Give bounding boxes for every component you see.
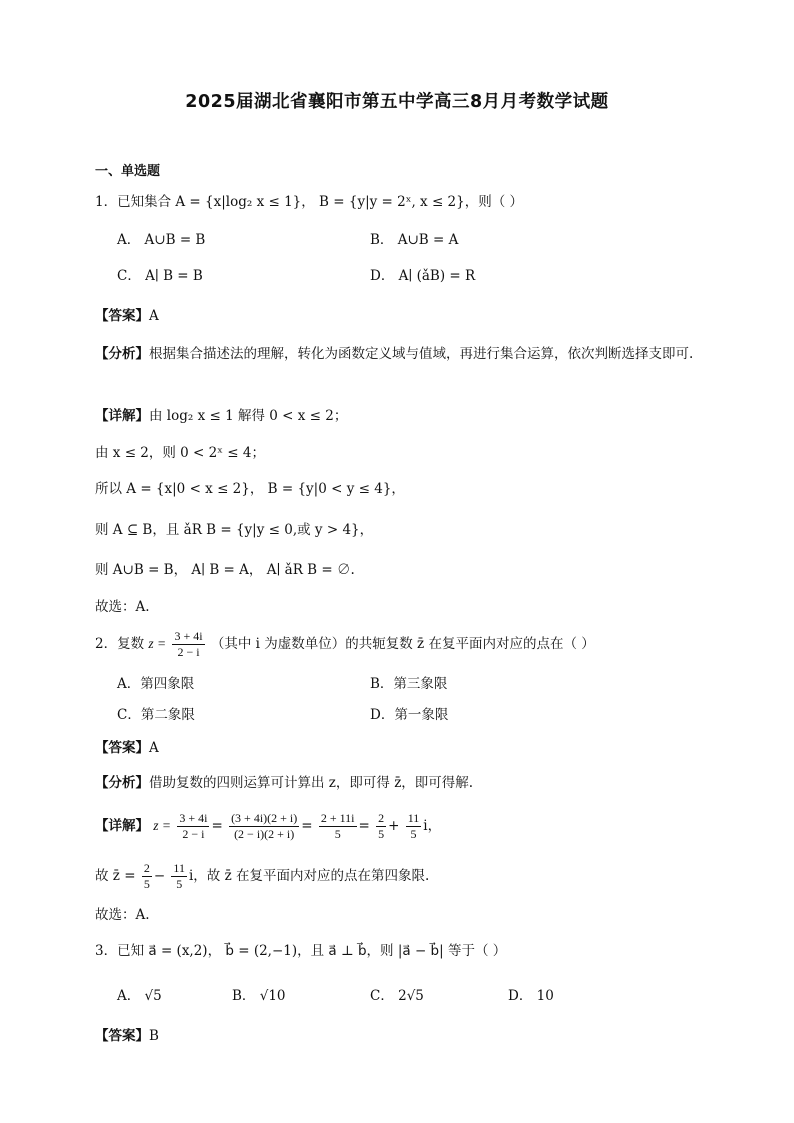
detail-text: 由 log₂ x ≤ 1 解得 0 < x ≤ 2； (149, 408, 348, 424)
question-3-option-a: A． √5 (117, 988, 162, 1004)
answer-value: A (149, 740, 159, 756)
question-2-option-a: A．第四象限 (117, 676, 195, 692)
question-2-analysis (95, 773, 724, 793)
question-1-option-a: A． A∪B = B (117, 232, 206, 248)
stem-prefix: 2．复数 (95, 636, 145, 652)
numerator: 11 (407, 811, 420, 825)
analysis-text: 借助复数的四则运算可计算出 z，即可得 z̄，即可得解. (149, 775, 474, 791)
question-3-option-c: C． 2√5 (370, 988, 424, 1004)
question-3-option-d: D． 10 (508, 988, 554, 1004)
denominator: (2 − i)(2 + i) (234, 827, 295, 841)
stem-fraction (172, 629, 204, 660)
analysis-tag: 【分析】 (95, 346, 149, 362)
question-2-answer (95, 738, 724, 758)
conj-prefix: 故 z̄ = (95, 868, 136, 884)
question-2-conjugate: 故 z̄ = $\frac{2}{5}$ − $\frac{11}{5}$ i，故 z̄ 在复平面内对应的点在第四象限. (95, 861, 430, 891)
analysis-text: 根据集合描述法的理解，转化为函数定义域与值域，再进行集合运算，依次判断选择支即可. (149, 346, 694, 362)
question-1-detail-line-1 (95, 406, 724, 426)
fraction-5 (406, 811, 422, 842)
numerator: (3 + 4i)(2 + i) (231, 811, 298, 825)
conj-fraction-1 (142, 861, 152, 892)
detail-tag: 【详解】 (95, 818, 149, 834)
question-1-stem: 1．已知集合 A = {x|log₂ x ≤ 1}， B = {y|y = 2ˣ, x ≤ 2}，则（ ） (95, 194, 524, 210)
fraction-3 (319, 811, 357, 842)
question-1-analysis (95, 340, 724, 368)
stem-z: z = (148, 636, 167, 651)
answer-tag: 【答案】 (95, 308, 149, 324)
question-1-option-c: C． A∣ B = B (117, 268, 203, 284)
question-1-answer (95, 306, 724, 326)
detail-z: z = (153, 818, 172, 833)
numerator: 2 (378, 811, 385, 825)
conj-fraction-2 (171, 861, 187, 892)
question-2-option-d: D．第一象限 (370, 707, 449, 723)
question-2-option-c: C．第二象限 (117, 707, 195, 723)
conj-suffix: i，故 z̄ 在复平面内对应的点在第四象限. (188, 868, 430, 884)
detail-tag: 【详解】 (95, 408, 149, 424)
fraction-4 (376, 811, 386, 842)
question-1-option-d: D． A∣ (ǎB) = R (370, 268, 476, 284)
answer-value: B (149, 1028, 159, 1044)
detail-tail: i， (423, 818, 442, 834)
denominator: 2 − i (177, 645, 200, 659)
question-1-option-b: B． A∪B = A (370, 232, 459, 248)
question-3-option-b: B． √10 (232, 988, 286, 1004)
question-1-detail-line-4: 则 A ⊆ B，且 ǎR B = {y|y ≤ 0,或 y > 4}， (95, 522, 374, 538)
analysis-tag: 【分析】 (95, 775, 149, 791)
denominator: 5 (410, 827, 417, 841)
denominator: 5 (176, 877, 183, 891)
denominator: 2 − i (182, 827, 205, 841)
question-2-detail: 【详解】 z = $\frac{3 + 4i}{2 - i}$ = $\frac{(3 + 4i)(2 + i)}{(2 - i)(2 + i)}$ = $\frac{2 + 11i}{5}$ = $\frac{2}{5}$ + $\frac{11}{5}$ i， (95, 811, 442, 841)
question-1-detail-line-5: 则 A∪B = B， A∣ B = A， A∣ ǎR B = ∅. (95, 562, 355, 578)
denominator: 5 (143, 877, 150, 891)
numerator: 11 (173, 861, 185, 875)
question-2-stem (95, 626, 724, 662)
denominator: 5 (378, 827, 385, 841)
answer-tag: 【答案】 (95, 1028, 149, 1044)
denominator: 5 (334, 827, 341, 841)
numerator: 3 + 4i (174, 629, 203, 643)
fraction-2 (229, 811, 299, 842)
numerator: 2 (143, 861, 150, 875)
answer-value: A (149, 308, 159, 324)
numerator: 2 + 11i (320, 811, 355, 825)
answer-tag: 【答案】 (95, 740, 149, 756)
question-1-choice: 故选：A. (95, 599, 150, 615)
question-1-detail-line-2: 由 x ≤ 2，则 0 < 2ˣ ≤ 4； (95, 445, 265, 461)
numerator: 3 + 4i (179, 811, 208, 825)
stem-suffix: （其中 i 为虚数单位）的共轭复数 z̄ 在复平面内对应的点在（ ） (210, 636, 595, 652)
question-3-stem: 3．已知 a⃗ = (x,2)， b⃗ = (2,−1)，且 a⃗ ⊥ b⃗，则 |a⃗ − b⃗| 等于（ ） (95, 943, 507, 959)
fraction-1 (177, 811, 209, 842)
question-3-answer (95, 1026, 724, 1046)
page-title: 2025届湖北省襄阳市第五中学高三8月月考数学试题 (185, 92, 609, 112)
section-heading: 一、单选题 (95, 164, 161, 179)
question-1-detail-line-3: 所以 A = {x|0 < x ≤ 2}， B = {y|0 < y ≤ 4}， (95, 481, 405, 497)
question-2-choice: 故选：A. (95, 907, 150, 923)
question-2-option-b: B．第三象限 (370, 676, 448, 692)
